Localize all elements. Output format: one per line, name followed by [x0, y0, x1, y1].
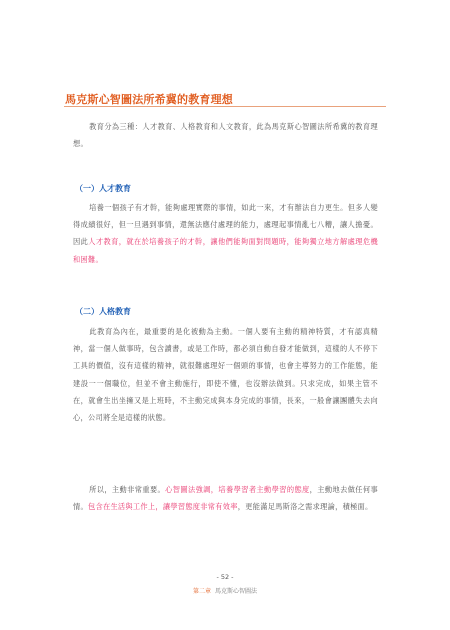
section-2-paragraph-1: [73, 323, 378, 426]
intro-paragraph: [73, 118, 378, 152]
section-2-text-1: 此教育為內在，最重要的是化被動為主動。一個人要有主動的精神特質，才有認真精神，當一個人做事時，包含讀書，或是工作時，都必須自動自發才能做到，這樣的人不停下工具的價值，沒有這樣的精神，就很難處理好一個頭的事情，也會主導努力的工作能態，能建設一一個職位，但並不會主動施行，即使不懂，也沒辦法做到。只求完成，如果主管不在，就會生出坐擁又是上班時，不主動完成與本身完成的事情，長來，一般會讓團體失去向心，公司將全是這樣的狀態。: [73, 327, 378, 423]
section-2-heading: （二）人格教育: [75, 307, 131, 316]
section-1-paragraph: [73, 199, 378, 268]
section-1-highlight: 人才教育，就在於培養孩子的才幹，讓他們能夠面對問題時，能夠獨立地方解處理危機和困難。: [73, 237, 378, 264]
footer-title: 馬克斯心智圖法: [215, 588, 258, 595]
page-footer: [0, 586, 450, 595]
section-1-text: 培養一個孩子有才幹，能夠處理實際的事情，如此一來，才有辦法自力更生。但多人變得成績很好，但一旦遇到事情，還無法應付處理的能力，處理起事情亂七八糟，讓人擔憂。因此: [73, 203, 378, 247]
section-2-text-2a: 所以，主動非常重要。: [89, 485, 166, 494]
section-2-highlight-a: 心智圖法強調，培養學習者主動學習的態度: [165, 485, 310, 494]
intro-text: 教育分為三種：人才教育、人格教育和人文教育，此為馬克斯心智圖法所希冀的教育理想。: [73, 122, 378, 149]
page-title: 馬克斯心智圖法所希冀的教育理想: [65, 93, 233, 106]
section-2-highlight-b: 包含在生活與工作上，讓學習態度非常有效率: [87, 502, 238, 512]
section-2-paragraph-2: [73, 481, 378, 515]
footer-chapter: 第二章: [192, 588, 211, 595]
section-1-heading: （一）人才教育: [75, 184, 131, 193]
title-underline: [64, 106, 386, 107]
section-2-text-2c: ，更能滿足馬斯洛之需求理論，積極面。: [237, 502, 373, 512]
section-2-text-2b: ，主動地去做任何事情。: [73, 485, 378, 512]
page-number: - 52 -: [216, 573, 234, 581]
